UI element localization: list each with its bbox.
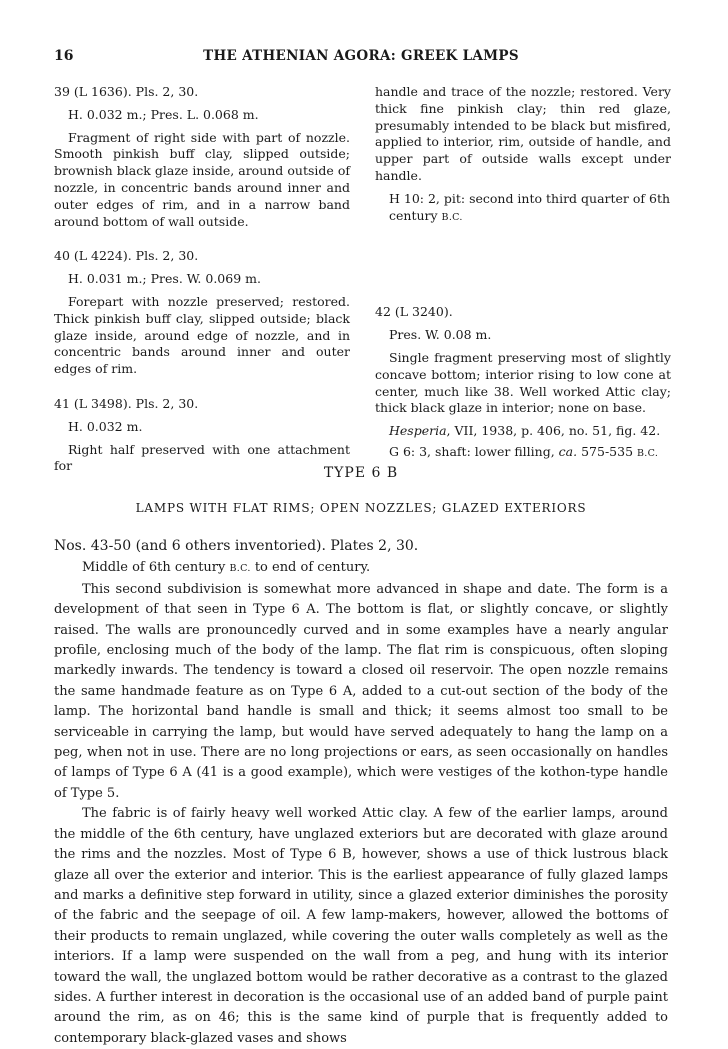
section-subheading: LAMPS WITH FLAT RIMS; OPEN NOZZLES; GLAZED EXTERIORS [135,501,587,515]
entry-dimensions: H. 0.032 m. [68,418,143,434]
catalog-range-line: Nos. 43-50 (and 6 others inventoried). Plates 2, 30. [54,538,419,554]
date-range: 575-535 [581,443,634,459]
entry-heading: 40 (L 4224). Pls. 2, 30. [54,248,199,264]
entry-dimensions: Pres. W. 0.08 m. [389,327,492,343]
entry-bibliography [389,423,671,440]
running-title: THE ATHENIAN AGORA: GREEK LAMPS [203,48,519,64]
entry-description: Forepart with nozzle preserved; restored. Thick pinkish buff clay, slipped outside; black glaze inside, around edge of nozzle, and in concentric bands around inner and outer edges of rim. [54,293,350,377]
catalog-entry-39 [54,84,350,230]
context-text: H 10: 2, pit: second into third quarter of 6th century [389,190,671,223]
entry-description: handle and trace of the nozzle; restored. Very thick fine pinkish clay; thin red glaze, presumably intended to be black but misfired, applied to interior, rim, outside of handle, and upper part of outside walls except under handle. [375,84,671,183]
body-paragraph: The fabric is of fairly heavy well worked Attic clay. A few of the earlier lamps, around the middle of the 6th century, have unglazed exteriors but are decorated with glaze around the rims and the nozzles. Most of Type 6 B, however, shows a use of thick lustrous black glaze all over the exterior and interior. This is the earliest appearance of fully glazed lamps and marks a definitive step forward in utility, since a glazed exterior diminishes the porosity of the fabric and the seepage of oil. A few lamp-makers, however, allowed the bottoms of their products to remain unglazed, while covering the outer walls completely as well as the interiors. If a lamp were suspended on the wall from a peg, and hung with its interior toward the wall, the unglazed bottom would be rather decorative as a contrast to the glazed sides. A further interest in decoration is the occasional use of an added band of purple paint around the rim, as on 46; this is the same kind of purple that is frequently added to contemporary black-glazed vases and shows [54,806,668,1046]
date-end: to end of century. [254,560,371,576]
entry-dimensions: H. 0.032 m.; Pres. L. 0.068 m. [68,106,259,122]
context-text: G 6: 3, shaft: lower filling, [389,443,555,459]
entry-heading: 41 (L 3498). Pls. 2, 30. [54,395,199,411]
catalog-entry-40 [54,248,350,378]
entry-heading: 42 (L 3240). [375,304,453,320]
catalog-entry-41 [54,396,350,475]
date-line [54,558,668,579]
era-label: B.C. [229,563,251,575]
bibliography-detail: , VII, 1938, p. 406, no. 51, fig. 42. [446,423,661,439]
journal-title: Hesperia [389,423,447,439]
entry-dimensions: H. 0.031 m.; Pres. W. 0.069 m. [68,271,261,287]
catalog-entry-42 [375,304,671,462]
era-label: B.C. [637,447,659,459]
entry-description: Right half preserved with one attachment for [54,441,350,474]
entry-context [389,191,671,227]
entry-description: Single fragment preserving most of slightly concave bottom; interior rising to low cone at center, much like 38. Well worked Attic clay; thick black glaze in interior; none on base. [375,349,671,416]
right-column [375,84,671,481]
page-number: 16 [54,48,74,64]
column-gap [375,244,671,304]
running-head [54,48,668,68]
catalog-entry-41-continued [375,84,671,226]
entry-heading: 39 (L 1636). Pls. 2, 30. [54,84,199,99]
entry-context [389,444,671,463]
circa-label: ca. [558,443,578,459]
section-body [54,536,668,1049]
date-start: Middle of 6th century [82,560,226,576]
entry-description: Fragment of right side with part of nozzle. Smooth pinkish buff clay, slipped outside; brownish black glaze inside, around outside of nozzle, in concentric bands around inner and outer edges of rim, and in a narrow band around bottom of wall outside. [54,129,350,229]
body-paragraph: This second subdivision is somewhat more advanced in shape and date. The form is a development of that seen in Type 6 A. The bottom is flat, or slightly concave, or slightly raised. The walls are pronouncedly curved and in some examples have a nearly angular profile, enclosing much of the body of the lamp. The flat rim is conspicuous, often sloping markedly inwards. The tendency is toward a closed oil reservoir. The open nozzle remains the same handmade feature as on Type 6 A, added to a cut-out section of the body of the lamp. The horizontal band handle is small and thick; it seems almost too small to be serviceable in carrying the lamp, but would have served adequately to hang the lamp on a peg, when not in use. There are no long projections or ears, as seen occasionally on handles of lamps of Type 6 A (41 is a good example), which were vestiges of the kothon-type handle of Type 5. [54,581,668,801]
section-heading: TYPE 6 B [323,465,399,481]
era-label: B.C. [441,211,463,223]
left-column [54,84,350,493]
